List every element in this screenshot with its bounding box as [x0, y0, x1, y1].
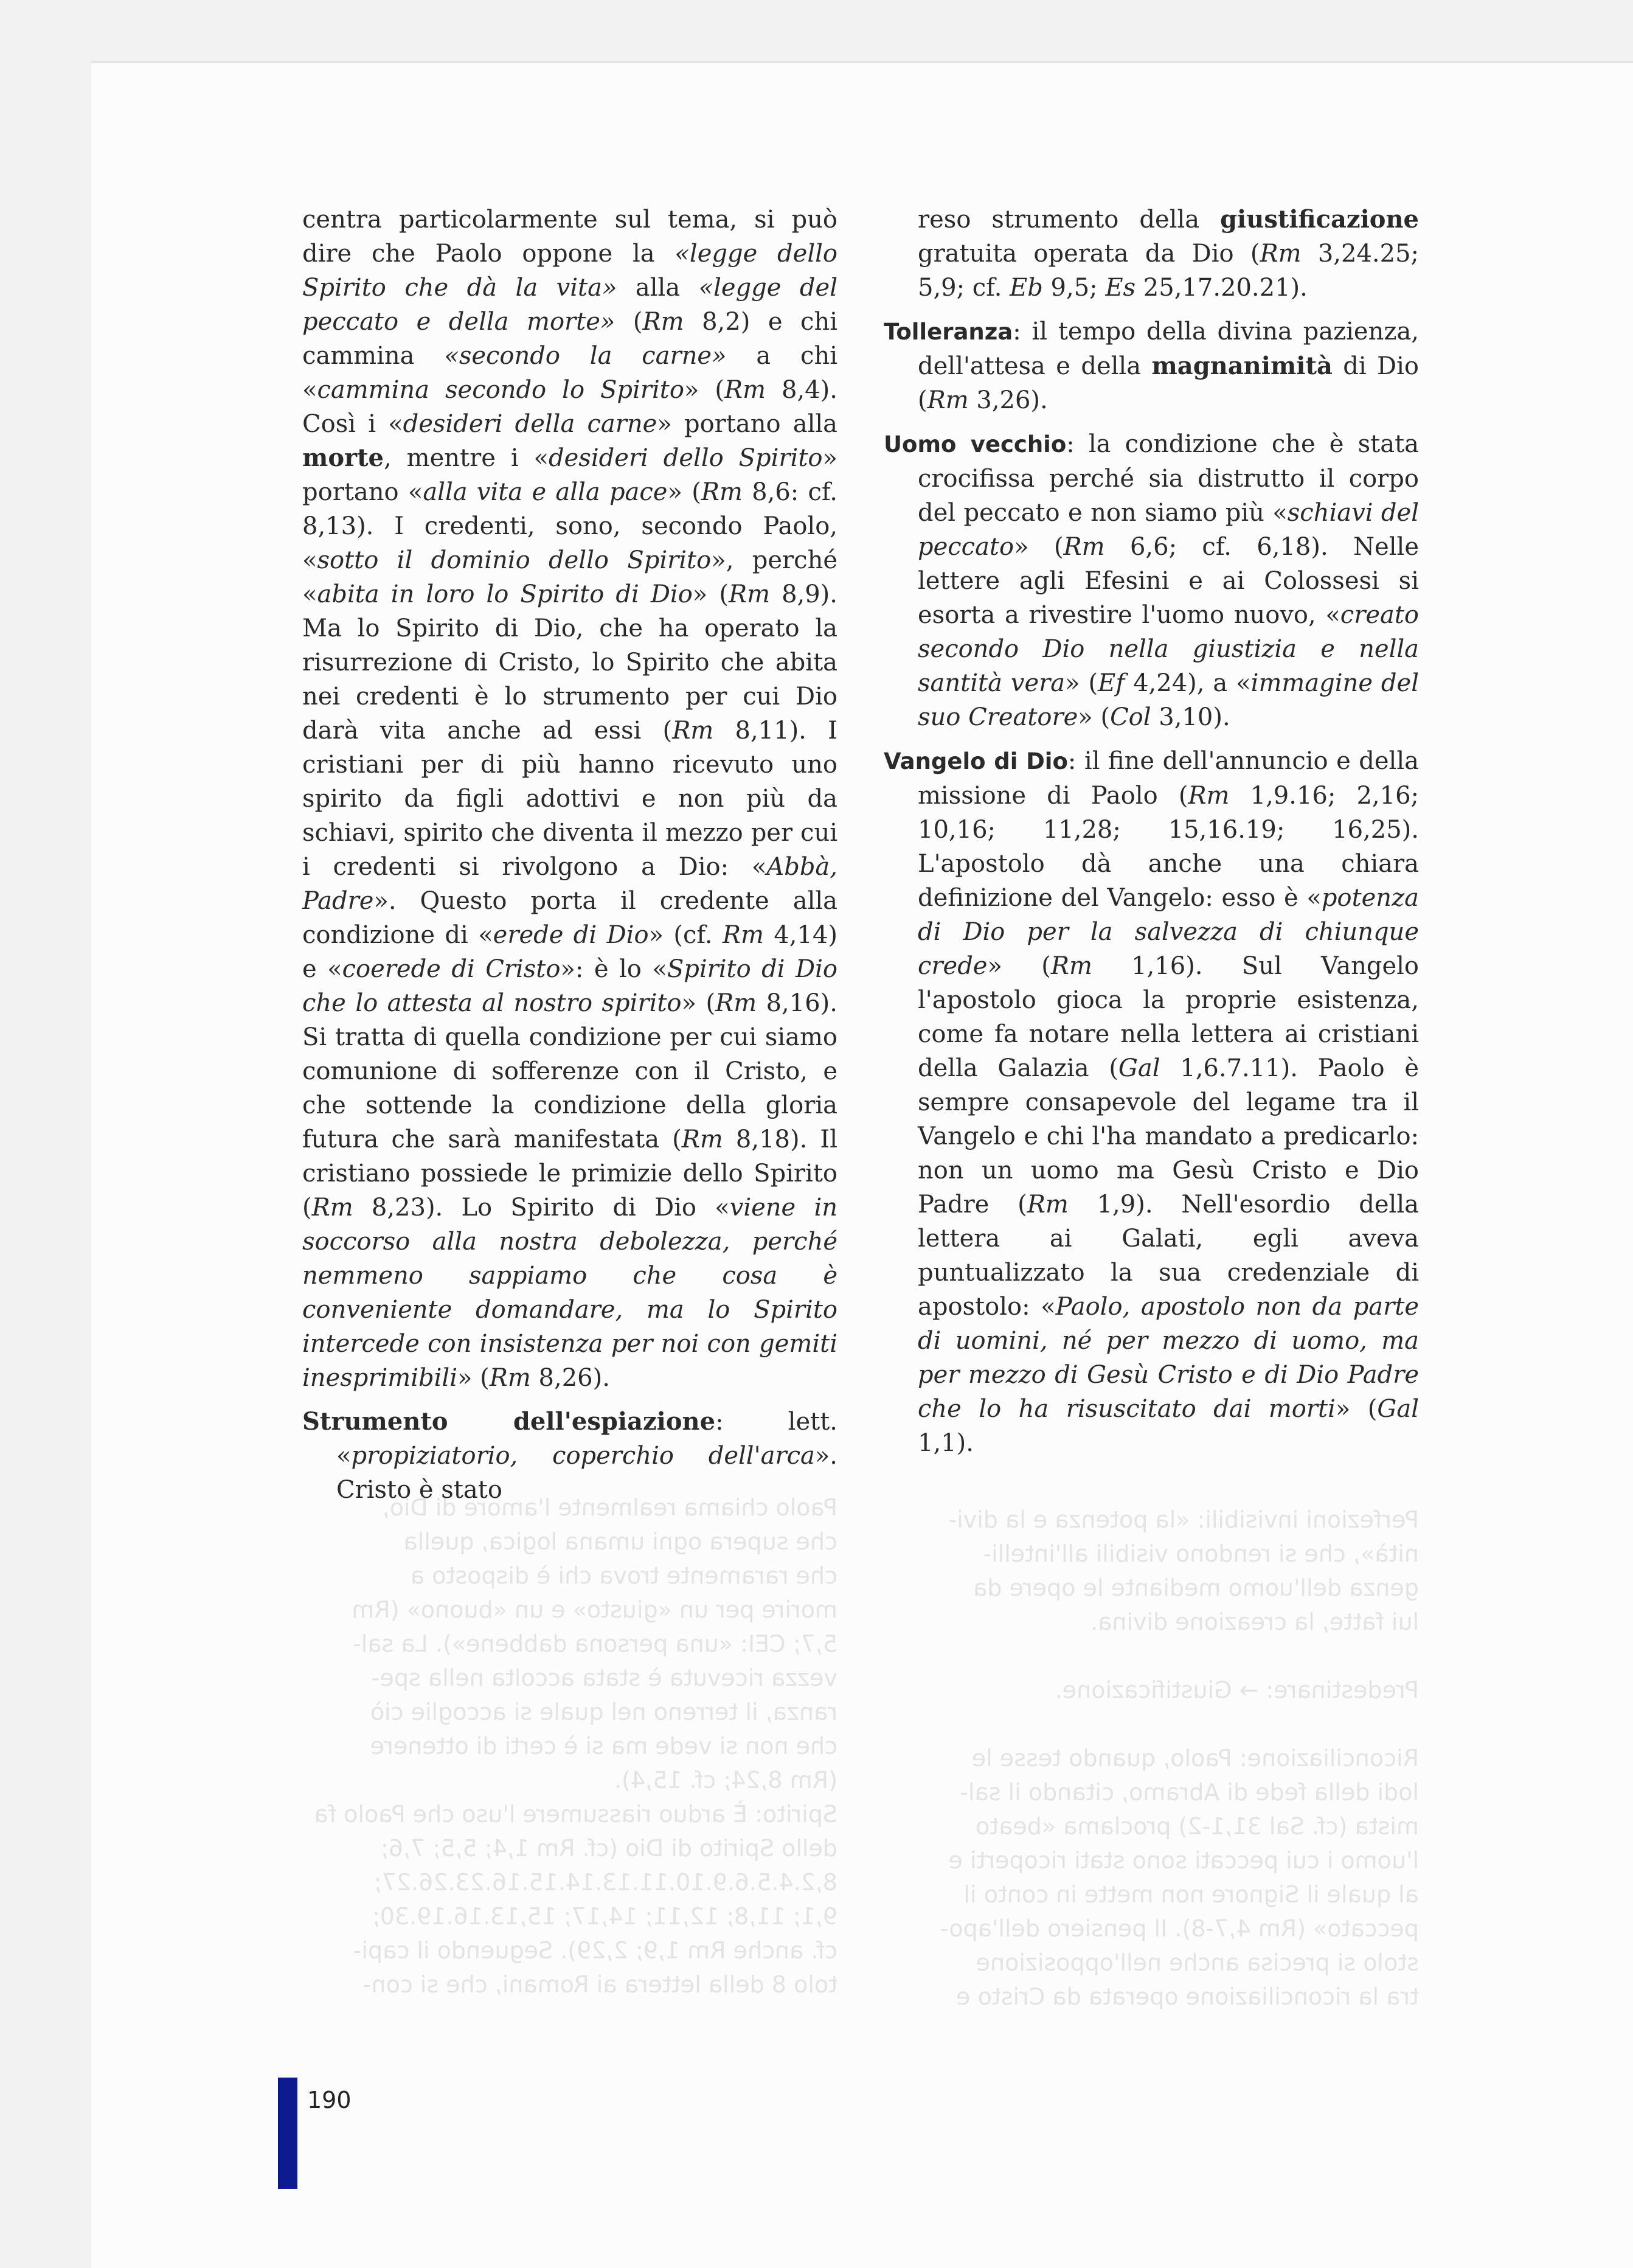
page-number: 190 [307, 2087, 352, 2113]
glossary-term: Strumento dell'espiazione [302, 1407, 716, 1436]
spirito-entry-continuation: centra particolarmente sul tema, si può dire che Paolo oppone la «legge dello Spirito che dà la vita» alla «legge del peccato e della morte» (Rm 8,2) e chi cammina «secondo la carne» a chi «cammina secondo lo Spirito» (Rm 8,4). Così i «desideri della carne» portano alla morte, mentre i «desideri dello Spirito» portano «alla vita e alla pace» (Rm 8,6: cf. 8,13). I credenti, sono, secondo Paolo, «sotto il dominio dello Spirito», perché «abita in loro lo Spirito di Dio» (Rm 8,9). Ma lo Spirito di Dio, che ha operato la risurrezione di Cristo, lo Spirito che abita nei credenti è lo strumento per cui Dio darà vita anche ad essi (Rm 8,11). I cristiani per di più hanno ricevuto uno spirito da figli adottivi e non più da schiavi, spirito che diventa il mezzo per cui i credenti si rivolgono a Dio: «Abbà, Padre». Questo porta il credente alla condizione di «erede di Dio» (cf. Rm 4,14) e «coerede di Cristo»: è lo «Spirito di Dio che lo attesta al nostro spirito» (Rm 8,16). Si tratta di quella condizione per cui siamo comunione di sofferenze con il Cristo, e che sottende la condizione della gloria futura che sarà manifestata (Rm 8,18). Il cristiano possiede le primizie dello Spirito (Rm 8,23). Lo Spirito di Dio «viene in soccorso alla nostra debolezza, perché nemmeno sappiamo che cosa è conveniente domandare, ma lo Spirito intercede con insistenza per noi con gemiti inesprimibili» (Rm 8,26). [302, 206, 838, 1392]
glossary-term: Vangelo di Dio [884, 748, 1068, 774]
glossary-entry-vangelo: Vangelo di Dio: il fine dell'annuncio e della missione di Paolo (Rm 1,9.16; 2,16; 10,16; 11,28; 15,16.19; 16,25). L'apostolo dà anche una chiara definizione del Vangelo: esso è «potenza di Dio per la salvezza di chiunque crede» (Rm 1,16). Sul Vangelo l'apostolo gioca la proprie esistenza, come fa notare nella lettera ai cristiani della Galazia (Gal 1,6.7.11). Paolo è sempre consapevole del legame tra il Vangelo e chi l'ha mandato a predicarlo: non un uomo ma Gesù Cristo e Dio Padre (Rm 1,9). Nell'esordio della lettera ai Galati, egli aveva puntualizzato la sua credenziale di apostolo: «Paolo, apostolo non da parte di uomini, né per mezzo di uomo, ma per mezzo di Gesù Cristo e di Dio Padre che lo ha risuscitato dai morti» (Gal 1,1). [884, 747, 1420, 1457]
page-marker-bar [278, 2078, 297, 2189]
glossary-entry-uomo-vecchio: Uomo vecchio: la condizione che è stata crocifissa perché sia distrutto il corpo del peccato e non siamo più «schiavi del peccato» (Rm 6,6; cf. 6,18). Nelle lettere agli Efesini e ai Colossesi si esorta a rivestire l'uomo nuovo, «creato secondo Dio nella giustizia e nella santità vera» (Ef 4,24), a «immagine del suo Creatore» (Col 3,10). [884, 430, 1419, 731]
right-column [884, 203, 1419, 1460]
glossary-entry-strumento: Strumento dell'espiazione: lett. «propiziatorio, coperchio dell'arca». Cristo è stato [302, 1407, 837, 1504]
bleed-through-right: Perfezioni invisibili: «la potenza e la divi- nità», che si rendono visibili all'intelli- genza dell'uomo mediante le opere da lui fatte, la creazione divina. Predestinare: → Giustificazione. Riconciliazione: Paolo, quando tesse le lodi della fede di Abramo, citando il sal- mista (cf. Sal 31,1-2) proclama «beato l'uomo i cui peccati sono stati ricoperti e al quale il Signore non mette in conto il peccato» (Rm 4,7-8). Il pensiero dell'apo- stolo si precisa anche nell'opposizione tra la riconciliazione operata da Cristo e [940, 1506, 1419, 2010]
left-column [302, 203, 837, 1507]
glossary-entry-tolleranza: Tolleranza: il tempo della divina pazienza, dell'attesa e della magnanimità di Dio (Rm 3,26). [884, 318, 1419, 414]
glossary-term: Tolleranza [884, 319, 1013, 345]
strumento-entry-continuation: reso strumento della giustificazione gratuita operata da Dio (Rm 3,24.25; 5,9; cf. Eb 9,5; Es 25,17.20.21). [918, 205, 1419, 302]
bleed-through-left: Paolo chiama realmente l'amore di Dio, che supera ogni umana logica, quella che raramente trova chi è disposto a morire per un «giusto» e un «buono» (Rm 5,7; CEI: «una persona dabbene»). La sal- vezza ricevuta è stata accolta nella spe- ranza, il terreno nel quale si accoglie ciò che non si vede ma si è certi di ottenere (Rm 8,24; cf. 15,4). Spirito: È arduo riassumere l'uso che Paolo fa dello Spirito di Dio (cf. Rm 1,4; 5,5; 7,6; 8,2.4.5.6.9.10.11.13.14.15.16.23.26.27; 9,1; 11,8; 12,11; 14,17; 15,13.16.19.30; cf. anche Rm 1,9; 2,29). Seguendo il capi- tolo 8 della lettera ai Romani, che si con- [314, 1494, 837, 1998]
glossary-term: Uomo vecchio [884, 431, 1067, 457]
